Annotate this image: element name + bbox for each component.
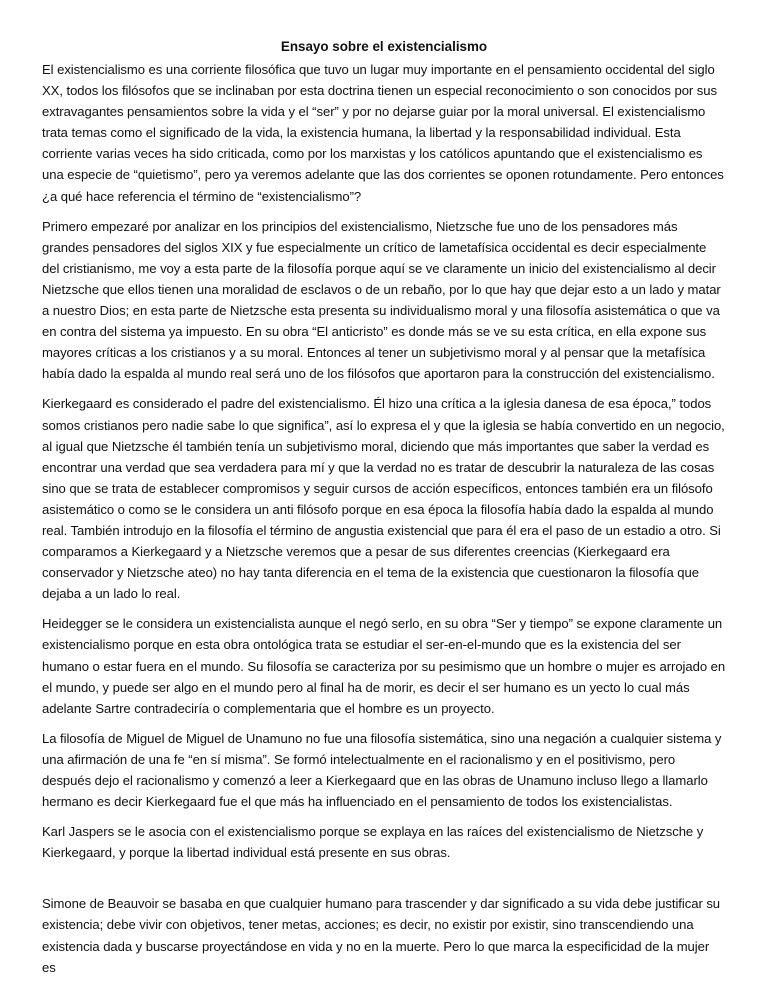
paragraph-beauvoir: Simone de Beauvoir se basaba en que cualquier humano para trascender y dar significado a su vida debe justificar su existencia; debe vivir con objetivos, tener metas, acciones; es decir, no existir por existir, sino transcendiendo una existencia dada y buscarse proyectándose en vida y no en la muerte. Pero lo que marca la especificidad de la mujer es [42, 896, 721, 975]
document-title: Ensayo sobre el existencialismo [280, 39, 488, 54]
paragraph-kierkegaard: Kierkegaard es considerado el padre del existencialismo. Él hizo una crítica a la iglesia danesa de esa época,” todos somos cristianos pero nadie sabe lo que significa”, así lo expresa el y que la iglesia se había convertido en un negocio, al igual que Nietzsche él también tenía un subjetivismo moral, diciendo que más importantes que saber la verdad es encontrar una verdad que sea verdadera para mí y que la verdad no es tratar de descubrir la naturaleza de las cosas sino que se trata de establecer compromisos y seguir cursos de acción específicos, entonces también era un filósofo asistemático o como se le considera un anti filósofo porque en esa época la filosofía había dado la espalda al mundo real. También introdujo en la filosofía el término de angustia existencial que para él era el paso de un estadio a otro. Si comparamos a Kierkegaard y a Nietzsche veremos que a pesar de sus diferentes creencias (Kierkegaard era conservador y Nietzsche ateo) no hay tanta diferencia en el tema de la existencia que cuestionaron la filosofía que dejaba a un lado lo real. [42, 396, 725, 602]
paragraph-heidegger: Heidegger se le considera un existencialista aunque el negó serlo, en su obra “Ser y tiempo” se expone claramente un existencialismo porque en esta obra ontológica trata se estudiar el ser-en-el-mundo que es la existencia del ser humano o estar fuera en el mundo. Su filosofía se caracteriza por su pesimismo que un hombre o mujer es arrojado en el mundo, y puede ser algo en el mundo pero al final ha de morir, es decir el ser humano es un yecto lo cual más adelante Sartre contradeciría o complementaria que el hombre es un proyecto. [42, 616, 726, 716]
paragraph-unamuno: La filosofía de Miguel de Miguel de Unamuno no fue una filosofía sistemática, sino una negación a cualquier sistema y una afirmación de una fe “en sí misma”. Se formó intelectualmente en el racionalismo y en el positivismo, pero después dejo el racionalismo y comenzó a leer a Kierkegaard que en las obras de Unamuno incluso llego a llamarlo hermano es decir Kierkegaard fue el que más ha influenciado en el pensamiento de todos los existencialistas. [42, 730, 722, 810]
paragraph-introduction: El existencialismo es una corriente filosófica que tuvo un lugar muy importante en el pensamiento occidental del siglo XX, todos los filósofos que se inclinaban por esta doctrina tienen un especial reconocimiento o son conocidos por sus extravagantes pensamientos sobre la vida y el “ser” y por no dejarse guiar por la moral universal. El existencialismo trata temas como el significado de la vida, la existencia humana, la libertad y la responsabilidad individual. Esta corriente varias veces ha sido criticada, como por los marxistas y los católicos apuntando que el existencialismo es una especie de “quietismo”, pero ya veremos adelante que las dos corrientes se oponen rotundamente. Pero entonces ¿a qué hace referencia el término de “existencialismo”? [42, 62, 724, 204]
paragraph-nietzsche: Primero empezaré por analizar en los principios del existencialismo, Nietzsche fue uno de los pensadores más grandes pensadores del siglos XIX y fue especialmente un crítico de lametafísica occidental es decir especialmente del cristianismo, me voy a esta parte de la filosofía porque aquí se ve claramente un inicio del existencialismo al decir Nietzsche que ellos tienen una moralidad de esclavos o de un rebaño, por lo que hay que dejar esto a un lado y matar a nuestro Dios; en esta parte de Nietzsche esta presenta su individualismo moral y una filosofía asistemática o que va en contra del sistema ya impuesto. En su obra “El anticristo” es donde más se ve su esta crítica, en ella expone sus mayores críticas a los cristianos y a su moral. Entonces al tener un subjetivismo moral y al pensar que la metafísica había dado la espalda al mundo real será uno de los filósofos que aportaron para la construcción del existencialismo. [42, 218, 721, 382]
document-page [42, 36, 726, 987]
paragraph-jaspers: Karl Jaspers se le asocia con el existencialismo porque se explaya en las raíces del existencialismo de Nietzsche y Kierkegaard, y porque la libertad individual está presente en sus obras. [42, 824, 704, 861]
